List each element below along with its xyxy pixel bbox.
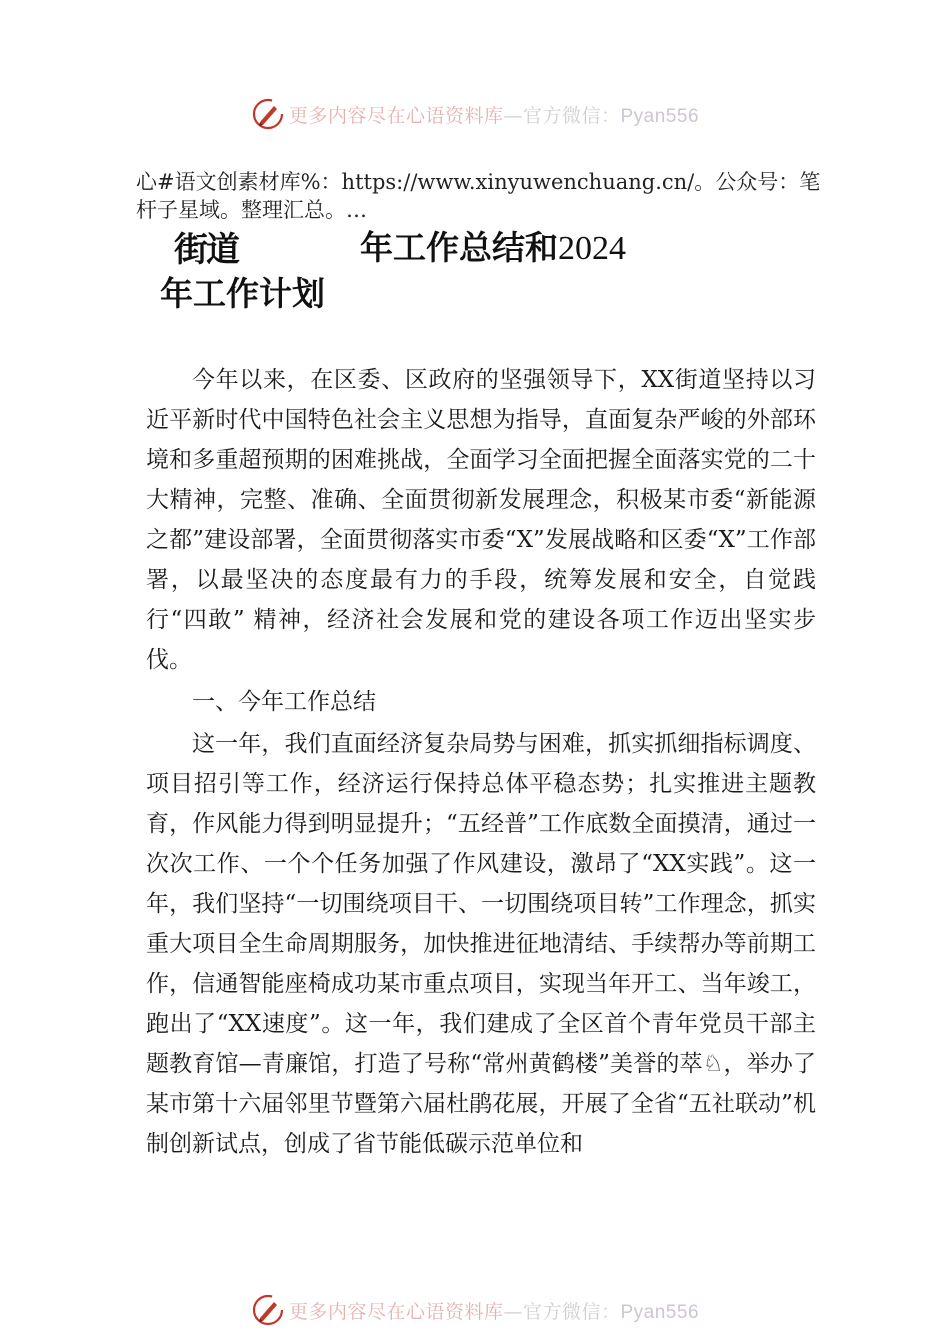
banner-text: 更多内容尽在心语资料库—官方微信：Pyan556 [288, 1300, 700, 1323]
source-note: 心#语文创素材库%：https://www.xinyuwenchuang.cn/。公众号：笔杆子星域。整理汇总。… [136, 170, 821, 222]
title-word: 街道 [174, 230, 238, 270]
bottom-banner [0, 1290, 950, 1330]
top-banner [0, 94, 950, 134]
title-line-1: 年工作总结和2024 [360, 228, 626, 267]
pen-seal-logo-icon [251, 1293, 285, 1327]
section-heading: 一、今年工作总结 [192, 689, 376, 715]
title-line-2: 年工作计划 [160, 274, 325, 313]
summary-paragraph: 这一年，我们直面经济复杂局势与困难，抓实抓细指标调度、项目招引等工作，经济运行保持总体平稳态势；扎实推进主题教育，作风能力得到明显提升；“五经普”工作底数全面摸清，通过一次次工作、一个个任务加强了作风建设，激昂了“XX实践”。这一年，我们坚持“一切围绕项目干、一切围绕项目转”工作理念，抓实重大项目全生命周期服务，加快推进征地清结、手续帮办等前期工作，信通智能座椅成功某市重点项目，实现当年开工、当年竣工，跑出了“XX速度”。这一年，我们建成了全区首个青年党员干部主题教育馆—青廉馆，打造了号称“常州黄鹤楼”美誉的萃♘，举办了某市第十六届邻里节暨第六届杜鹃花展，开展了全省“五社联动”机制创新试点，创成了省节能低碳示范单位和 [146, 731, 816, 1157]
banner-text: 更多内容尽在心语资料库—官方微信：Pyan556 [288, 104, 700, 127]
pen-seal-logo-icon [251, 97, 285, 131]
intro-paragraph: 今年以来，在区委、区政府的坚强领导下，XX街道坚持以习近平新时代中国特色社会主义思想为指导，直面复杂严峻的外部环境和多重超预期的困难挑战，全面学习全面把握全面落实党的二十大精神，完整、准确、全面贯彻新发展理念，积极某市委“新能源之都”建设部署，全面贯彻落实市委“X”发展战略和区委“X”工作部署，以最坚决的态度最有力的手段，统筹发展和安全，自觉践行“四敢” 精神，经济社会发展和党的建设各项工作迈出坚实步伐。 [146, 367, 816, 673]
